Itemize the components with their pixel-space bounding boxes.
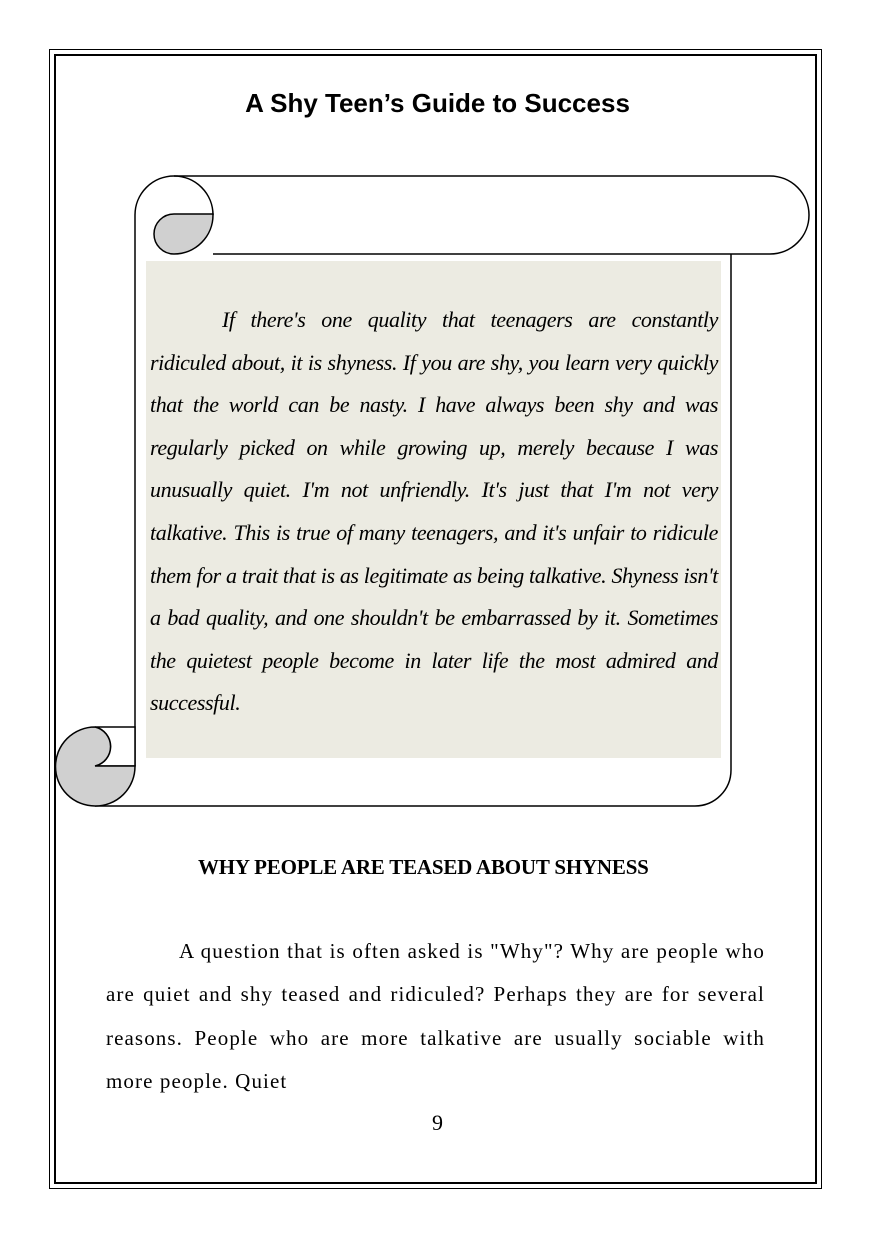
book-title: A Shy Teen’s Guide to Success — [245, 88, 630, 118]
body-paragraph: A question that is often asked is "Why"? Why are people who are quiet and shy teased and ridiculed? Perhaps they are for several reasons. People who are more talkative are usually sociable with more people. Quiet — [106, 939, 765, 1093]
section-heading: WHY PEOPLE ARE TEASED ABOUT SHYNESS — [198, 855, 649, 879]
quote-box — [146, 261, 721, 758]
quote-text: If there's one quality that teenagers are constantly ridiculed about, it is shyness. If you are shy, you learn very quickly that the world can be nasty. I have always been shy and was regularly picked on while growing up, merely because I was unusually quiet. I'm not unfriendly. It's just that I'm not very talkative. This is true of many teenagers, and it's unfair to ridicule them for a trait that is as legitimate as being talkative. Shyness isn't a bad quality, and one shouldn't be embarrassed by it. Sometimes the quietest people become in later life the most admired and successful. — [150, 307, 718, 716]
page-number: 9 — [432, 1110, 443, 1135]
